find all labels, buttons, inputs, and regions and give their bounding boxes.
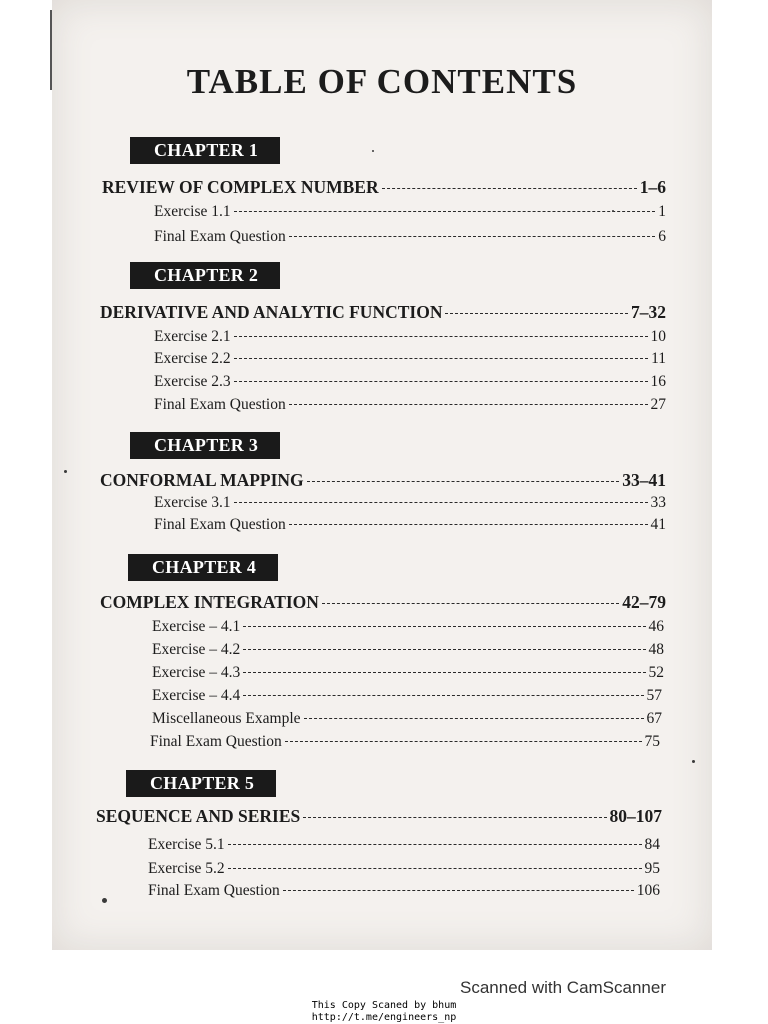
copy-credit-link: http://t.me/engineers_np [311, 1012, 457, 1023]
entry-page: 1 [658, 203, 666, 220]
toc-entry [152, 618, 664, 636]
leader-dots [234, 381, 648, 382]
entry-label: Exercise 2.1 [154, 328, 231, 345]
entry-page: 33 [650, 494, 666, 511]
toc-entry [152, 687, 662, 705]
scan-speck [64, 470, 67, 473]
leader-dots [283, 890, 634, 891]
leader-dots [289, 524, 648, 525]
camscanner-watermark: Scanned with CamScanner [460, 978, 667, 997]
toc-entry [154, 350, 666, 368]
toc-entry [148, 836, 660, 854]
leader-dots [303, 817, 606, 818]
toc-entry [154, 203, 666, 221]
leader-dots [243, 695, 643, 696]
entry-page: 95 [644, 860, 660, 877]
toc-entry [154, 494, 666, 512]
leader-dots [285, 741, 642, 742]
chapter-title: SEQUENCE AND SERIES [96, 806, 301, 826]
chapter-title: DERIVATIVE AND ANALYTIC FUNCTION [100, 302, 443, 322]
leader-dots [228, 868, 642, 869]
entry-page: 48 [648, 641, 664, 658]
scan-speck [372, 150, 374, 152]
chapter-heading-2 [100, 302, 666, 323]
entry-page: 10 [650, 328, 666, 345]
entry-label: Final Exam Question [154, 228, 286, 245]
chapter-page-range: 33–41 [622, 470, 666, 490]
toc-entry [154, 373, 666, 391]
leader-dots [307, 481, 620, 482]
leader-dots [304, 718, 644, 719]
leader-dots [234, 211, 656, 212]
entry-page: 106 [636, 882, 660, 899]
chapter-badge-4: CHAPTER 4 [128, 554, 278, 581]
toc-entry [154, 396, 666, 414]
entry-page: 16 [650, 373, 666, 390]
entry-label: Exercise 1.1 [154, 203, 231, 220]
toc-entry [152, 710, 662, 728]
toc-entry [152, 641, 664, 659]
entry-label: Exercise 5.2 [148, 860, 225, 877]
entry-page: 27 [650, 396, 666, 413]
leader-dots [234, 502, 648, 503]
scan-speck [612, 210, 614, 212]
entry-label: Exercise – 4.4 [152, 687, 241, 704]
leader-dots [289, 404, 648, 405]
leader-dots [445, 313, 628, 314]
toc-entry [148, 860, 660, 878]
chapter-page-range: 7–32 [631, 302, 666, 322]
entry-page: 67 [646, 710, 662, 727]
entry-label: Exercise – 4.1 [152, 618, 241, 635]
page-title: TABLE OF CONTENTS [186, 62, 578, 101]
entry-label: Exercise 3.1 [154, 494, 231, 511]
toc-entry [154, 228, 666, 246]
entry-label: Exercise – 4.2 [152, 641, 241, 658]
leader-dots [289, 236, 656, 237]
copy-credit [0, 1000, 768, 1024]
entry-label: Miscellaneous Example [152, 710, 301, 727]
chapter-badge-2: CHAPTER 2 [130, 262, 280, 289]
leader-dots [322, 603, 619, 604]
entry-label: Exercise 5.1 [148, 836, 225, 853]
leader-dots [243, 649, 645, 650]
entry-page: 41 [650, 516, 666, 533]
chapter-title: CONFORMAL MAPPING [100, 470, 304, 490]
entry-page: 6 [658, 228, 666, 245]
entry-page: 75 [644, 733, 660, 750]
leader-dots [228, 844, 642, 845]
entry-page: 11 [651, 350, 666, 367]
leader-dots [234, 358, 648, 359]
scan-speck [692, 760, 695, 763]
chapter-badge-1: CHAPTER 1 [130, 137, 280, 164]
chapter-heading-1 [102, 177, 666, 198]
entry-label: Final Exam Question [154, 396, 286, 413]
chapter-title: COMPLEX INTEGRATION [100, 592, 319, 612]
leader-dots [243, 626, 645, 627]
chapter-title: REVIEW OF COMPLEX NUMBER [102, 177, 379, 197]
scanned-page [52, 0, 712, 950]
chapter-heading-4 [100, 592, 666, 613]
entry-label: Exercise 2.2 [154, 350, 231, 367]
chapter-page-range: 1–6 [639, 177, 666, 197]
toc-entry [148, 882, 660, 900]
leader-dots [234, 336, 648, 337]
chapter-heading-3 [100, 470, 666, 491]
entry-page: 57 [646, 687, 662, 704]
entry-page: 84 [644, 836, 660, 853]
toc-entry [154, 516, 666, 534]
toc-entry [152, 664, 664, 682]
chapter-badge-5: CHAPTER 5 [126, 770, 276, 797]
entry-label: Final Exam Question [150, 733, 282, 750]
entry-label: Exercise – 4.3 [152, 664, 241, 681]
leader-dots [243, 672, 645, 673]
chapter-badge-3: CHAPTER 3 [130, 432, 280, 459]
toc-entry [150, 733, 660, 751]
entry-label: Final Exam Question [154, 516, 286, 533]
chapter-heading-5 [96, 806, 662, 827]
entry-label: Final Exam Question [148, 882, 280, 899]
toc-entry [154, 328, 666, 346]
chapter-page-range: 80–107 [609, 806, 662, 826]
chapter-page-range: 42–79 [622, 592, 666, 612]
entry-page: 46 [648, 618, 664, 635]
entry-page: 52 [648, 664, 664, 681]
scan-speck [102, 898, 107, 903]
leader-dots [382, 188, 637, 189]
entry-label: Exercise 2.3 [154, 373, 231, 390]
copy-credit-line: This Copy Scaned by bhum [311, 1000, 457, 1011]
